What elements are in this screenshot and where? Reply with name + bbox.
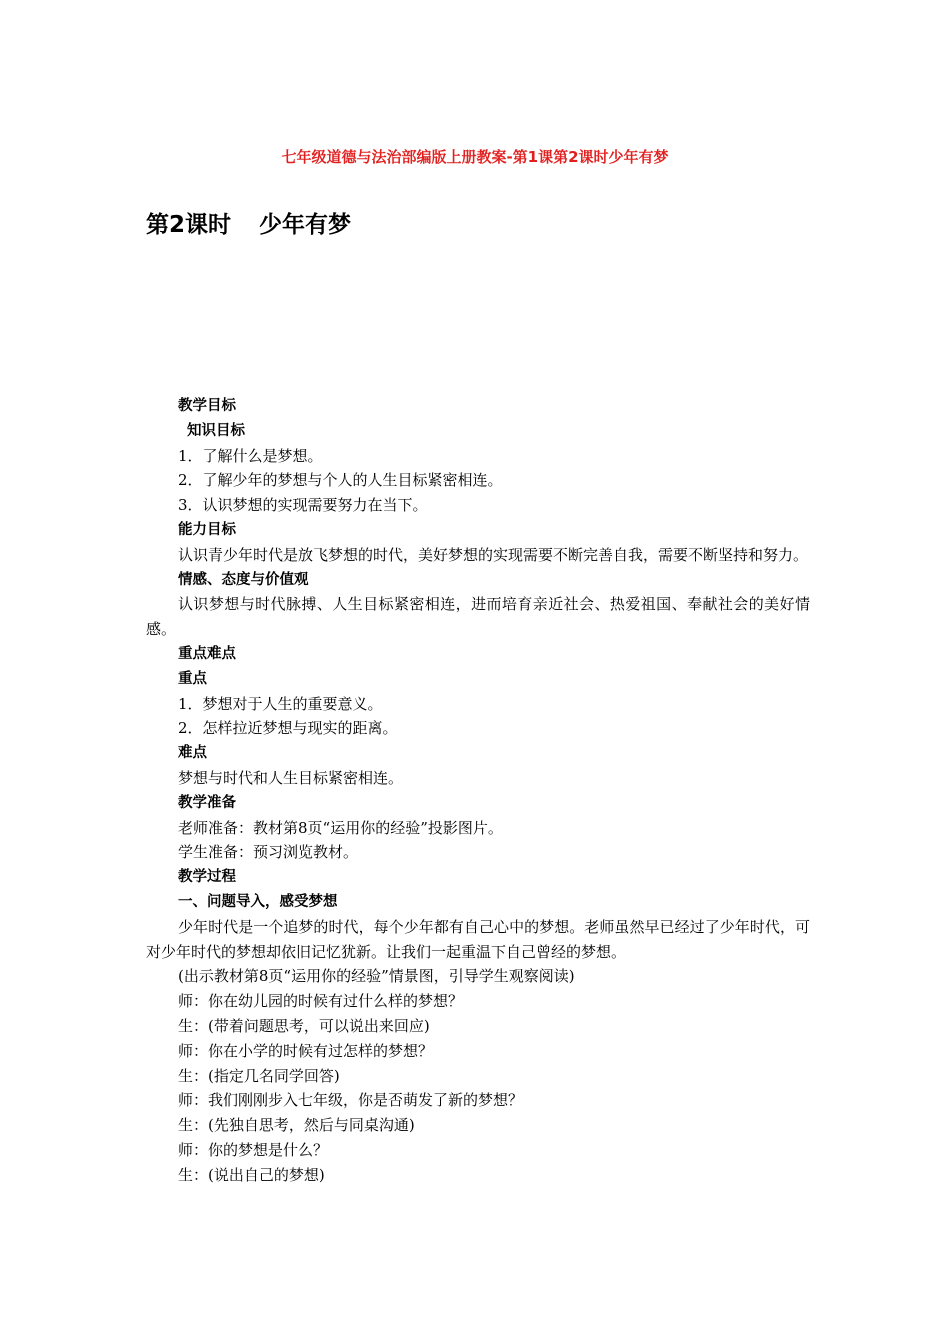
lesson-name: 少年有梦: [259, 212, 352, 238]
document-header-title: 七年级道德与法治部编版上册教案-第1课第2课时少年有梦: [281, 148, 669, 166]
emotion-heading: 情感、态度与价值观: [178, 571, 309, 588]
key-item: 2．怎样拉近梦想与现实的距离。: [178, 719, 398, 738]
key-difficult-heading: 重点难点: [178, 645, 236, 662]
knowledge-item: 1．了解什么是梦想。: [178, 446, 323, 465]
knowledge-item: 3．认识梦想的实现需要努力在当下。: [178, 496, 428, 515]
dialogue-line: 生：(指定几名同学回答): [178, 1066, 340, 1085]
ability-text: 认识青少年时代是放飞梦想的时代，美好梦想的实现需要不断完善自我，需要不断坚持和努力。: [178, 545, 809, 564]
dialogue-line: 生：(带着问题思考，可以说出来回应): [178, 1016, 430, 1035]
key-heading: 重点: [178, 670, 207, 687]
knowledge-heading: 知识目标: [187, 422, 245, 439]
section1-text: 少年时代是一个追梦的时代，每个少年都有自己心中的梦想。老师虽然早已经过了少年时代，可对少年时代的梦想却依旧记忆犹新。让我们一起重温下自己曾经的梦想。: [146, 917, 810, 961]
process-heading: 教学过程: [178, 869, 236, 886]
lesson-title: [146, 208, 351, 242]
teacher-prep: 老师准备：教材第8页“运用你的经验”投影图片。: [178, 818, 503, 837]
knowledge-item: 2．了解少年的梦想与个人的人生目标紧密相连。: [178, 471, 503, 490]
dialogue-line: 师：你在幼儿园的时候有过什么样的梦想？: [178, 992, 464, 1011]
dialogue-line: 师：你在小学的时候有过怎样的梦想？: [178, 1041, 434, 1060]
emotion-text: 认识梦想与时代脉搏、人生目标紧密相连，进而培育亲近社会、热爱祖国、奉献社会的美好情感。: [146, 595, 810, 639]
goals-heading: 教学目标: [178, 398, 236, 414]
key-item: 1．梦想对于人生的重要意义。: [178, 694, 383, 713]
dialogue-line: 师：我们刚刚步入七年级，你是否萌发了新的梦想？: [178, 1091, 524, 1110]
dialogue-line: 生：(先独自思考，然后与同桌沟通): [178, 1116, 415, 1135]
dialogue-line: (出示教材第8页“运用你的经验”情景图，引导学生观察阅读): [178, 967, 575, 986]
dialogue-line: 生：(说出自己的梦想): [178, 1165, 325, 1184]
lesson-number: 第2课时: [146, 212, 232, 238]
prep-heading: 教学准备: [178, 794, 236, 811]
ability-heading: 能力目标: [178, 521, 236, 538]
document-body: [146, 394, 810, 1188]
difficult-text: 梦想与时代和人生目标紧密相连。: [178, 768, 404, 787]
student-prep: 学生准备：预习浏览教材。: [178, 843, 359, 862]
difficult-heading: 难点: [178, 745, 207, 762]
section1-heading: 一、问题导入，感受梦想: [178, 893, 338, 910]
dialogue-line: 师：你的梦想是什么？: [178, 1140, 329, 1159]
